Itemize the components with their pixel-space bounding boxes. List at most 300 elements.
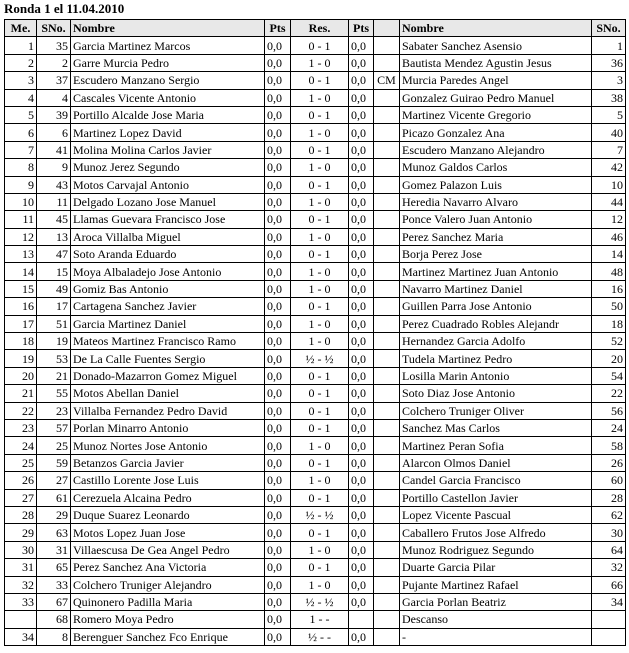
table-row — [5, 402, 626, 419]
cell-sno-2: 56 — [592, 402, 626, 419]
cell-nombre-2: Sabater Sanchez Asensio — [400, 37, 592, 54]
cell-sno: 49 — [37, 280, 71, 297]
cell-me: 22 — [5, 402, 37, 419]
cell-res: 0 - 1 — [291, 72, 349, 89]
cell-res: 0 - 1 — [291, 141, 349, 158]
table-row — [5, 593, 626, 610]
cell-nombre-2: Martinez Vicente Gregorio — [400, 106, 592, 123]
table-row — [5, 419, 626, 436]
cell-nombre: Donado-Mazarron Gomez Miguel — [71, 367, 265, 384]
cell-sno: 41 — [37, 141, 71, 158]
cell-sno-2: 50 — [592, 298, 626, 315]
cell-res: 0 - 1 — [291, 176, 349, 193]
cell-pts-2: 0,0 — [349, 141, 374, 158]
cell-nombre: Motos Carvajal Antonio — [71, 176, 265, 193]
cell-res: 0 - 1 — [291, 559, 349, 576]
cell-sno-2: 46 — [592, 228, 626, 245]
cell-sno-2: 18 — [592, 315, 626, 332]
cell-sno-2: 12 — [592, 211, 626, 228]
header-sno: SNo. — [37, 20, 71, 37]
cell-flag — [374, 559, 400, 576]
cell-nombre: Romero Moya Pedro — [71, 611, 265, 628]
cell-pts-2: 0,0 — [349, 506, 374, 523]
cell-nombre-2: Bautista Mendez Agustin Jesus — [400, 54, 592, 71]
cell-me: 3 — [5, 72, 37, 89]
cell-nombre-2: Pujante Martinez Rafael — [400, 576, 592, 593]
cell-res: 0 - 1 — [291, 298, 349, 315]
cell-nombre-2: Murcia Paredes Angel — [400, 72, 592, 89]
header-pts-2: Pts — [349, 20, 374, 37]
cell-me: 18 — [5, 333, 37, 350]
cell-sno: 13 — [37, 228, 71, 245]
cell-sno-2: 64 — [592, 541, 626, 558]
cell-me: 30 — [5, 541, 37, 558]
cell-res: 0 - 1 — [291, 454, 349, 471]
cell-res: 0 - 1 — [291, 246, 349, 263]
table-row — [5, 385, 626, 402]
cell-sno-2: 3 — [592, 72, 626, 89]
cell-nombre: Perez Sanchez Ana Victoria — [71, 559, 265, 576]
table-row — [5, 141, 626, 158]
cell-sno: 9 — [37, 159, 71, 176]
cell-nombre-2: Duarte Garcia Pilar — [400, 559, 592, 576]
cell-flag — [374, 106, 400, 123]
cell-sno-2 — [592, 611, 626, 628]
cell-res: 1 - 0 — [291, 124, 349, 141]
cell-me: 9 — [5, 176, 37, 193]
header-sno-2: SNo. — [592, 20, 626, 37]
cell-res: 1 - 0 — [291, 541, 349, 558]
cell-pts-2: 0,0 — [349, 541, 374, 558]
table-row — [5, 280, 626, 297]
cell-pts-2: 0,0 — [349, 385, 374, 402]
cell-sno: 45 — [37, 211, 71, 228]
cell-nombre: Cerezuela Alcaina Pedro — [71, 489, 265, 506]
cell-sno-2: 5 — [592, 106, 626, 123]
table-row — [5, 333, 626, 350]
cell-sno: 67 — [37, 593, 71, 610]
cell-pts: 0,0 — [265, 263, 291, 280]
table-row — [5, 472, 626, 489]
cell-pts: 0,0 — [265, 89, 291, 106]
cell-pts: 0,0 — [265, 454, 291, 471]
cell-me: 10 — [5, 193, 37, 210]
cell-flag — [374, 489, 400, 506]
table-row — [5, 106, 626, 123]
cell-me: 17 — [5, 315, 37, 332]
cell-nombre-2: Candel Garcia Francisco — [400, 472, 592, 489]
table-header-row — [5, 20, 626, 37]
cell-me: 33 — [5, 593, 37, 610]
cell-flag — [374, 576, 400, 593]
cell-sno: 39 — [37, 106, 71, 123]
cell-nombre-2: Losilla Marin Antonio — [400, 367, 592, 384]
cell-flag — [374, 298, 400, 315]
cell-res: 0 - 1 — [291, 367, 349, 384]
cell-sno: 29 — [37, 506, 71, 523]
cell-res: ½ - - — [291, 628, 349, 645]
cell-nombre: Colchero Truniger Alejandro — [71, 576, 265, 593]
cell-sno: 21 — [37, 367, 71, 384]
table-row — [5, 437, 626, 454]
cell-pts: 0,0 — [265, 541, 291, 558]
cell-me: 15 — [5, 280, 37, 297]
cell-nombre-2: Lopez Vicente Pascual — [400, 506, 592, 523]
cell-flag — [374, 211, 400, 228]
cell-me: 11 — [5, 211, 37, 228]
cell-pts-2: 0,0 — [349, 124, 374, 141]
header-pts: Pts — [265, 20, 291, 37]
cell-me: 19 — [5, 350, 37, 367]
cell-sno-2: 30 — [592, 524, 626, 541]
cell-pts: 0,0 — [265, 593, 291, 610]
cell-res: 1 - 0 — [291, 228, 349, 245]
cell-res: 1 - 0 — [291, 193, 349, 210]
cell-nombre: Escudero Manzano Sergio — [71, 72, 265, 89]
cell-res: ½ - ½ — [291, 593, 349, 610]
table-row — [5, 72, 626, 89]
cell-sno-2: 66 — [592, 576, 626, 593]
cell-res: 1 - 0 — [291, 280, 349, 297]
cell-nombre: Garcia Martinez Marcos — [71, 37, 265, 54]
cell-nombre: Cartagena Sanchez Javier — [71, 298, 265, 315]
cell-flag — [374, 367, 400, 384]
cell-sno: 11 — [37, 193, 71, 210]
table-row — [5, 611, 626, 628]
cell-nombre: Duque Suarez Leonardo — [71, 506, 265, 523]
cell-pts-2: 0,0 — [349, 454, 374, 471]
cell-sno-2: 34 — [592, 593, 626, 610]
table-row — [5, 193, 626, 210]
cell-pts: 0,0 — [265, 37, 291, 54]
cell-nombre-2: Heredia Navarro Alvaro — [400, 193, 592, 210]
cell-sno-2: 54 — [592, 367, 626, 384]
cell-pts: 0,0 — [265, 350, 291, 367]
cell-sno-2: 36 — [592, 54, 626, 71]
cell-pts-2: 0,0 — [349, 472, 374, 489]
cell-nombre: Quinonero Padilla Maria — [71, 593, 265, 610]
cell-sno-2: 26 — [592, 454, 626, 471]
cell-nombre: Martinez Lopez David — [71, 124, 265, 141]
header-res: Res. — [291, 20, 349, 37]
cell-res: 0 - 1 — [291, 385, 349, 402]
cell-sno-2: 44 — [592, 193, 626, 210]
cell-pts: 0,0 — [265, 54, 291, 71]
cell-nombre-2: Tudela Martinez Pedro — [400, 350, 592, 367]
table-row — [5, 315, 626, 332]
cell-sno: 65 — [37, 559, 71, 576]
cell-flag — [374, 37, 400, 54]
cell-pts: 0,0 — [265, 176, 291, 193]
cell-flag — [374, 541, 400, 558]
cell-pts-2: 0,0 — [349, 315, 374, 332]
cell-me: 27 — [5, 489, 37, 506]
cell-pts: 0,0 — [265, 106, 291, 123]
cell-pts-2: 0,0 — [349, 72, 374, 89]
cell-pts: 0,0 — [265, 611, 291, 628]
cell-flag — [374, 246, 400, 263]
cell-flag — [374, 472, 400, 489]
cell-me: 4 — [5, 89, 37, 106]
cell-nombre-2: Navarro Martinez Daniel — [400, 280, 592, 297]
cell-pts: 0,0 — [265, 524, 291, 541]
cell-sno-2: 10 — [592, 176, 626, 193]
table-row — [5, 124, 626, 141]
cell-flag — [374, 159, 400, 176]
table-row — [5, 176, 626, 193]
cell-nombre: Munoz Jerez Segundo — [71, 159, 265, 176]
cell-me: 21 — [5, 385, 37, 402]
cell-sno-2: 52 — [592, 333, 626, 350]
cell-flag — [374, 454, 400, 471]
cell-sno-2: 28 — [592, 489, 626, 506]
cell-pts-2: 0,0 — [349, 559, 374, 576]
cell-pts: 0,0 — [265, 385, 291, 402]
cell-sno: 23 — [37, 402, 71, 419]
cell-flag — [374, 124, 400, 141]
cell-pts-2: 0,0 — [349, 524, 374, 541]
table-row — [5, 367, 626, 384]
cell-res: 0 - 1 — [291, 37, 349, 54]
cell-res: 0 - 1 — [291, 211, 349, 228]
cell-nombre: Castillo Lorente Jose Luis — [71, 472, 265, 489]
header-me: Me. — [5, 20, 37, 37]
cell-nombre-2: Picazo Gonzalez Ana — [400, 124, 592, 141]
table-row — [5, 263, 626, 280]
cell-nombre-2: Portillo Castellon Javier — [400, 489, 592, 506]
cell-res: ½ - ½ — [291, 350, 349, 367]
table-row — [5, 576, 626, 593]
cell-nombre: Cascales Vicente Antonio — [71, 89, 265, 106]
cell-flag — [374, 611, 400, 628]
cell-nombre: Munoz Nortes Jose Antonio — [71, 437, 265, 454]
cell-me: 6 — [5, 124, 37, 141]
cell-sno: 57 — [37, 419, 71, 436]
cell-pts-2: 0,0 — [349, 628, 374, 645]
table-row — [5, 350, 626, 367]
cell-sno: 17 — [37, 298, 71, 315]
cell-res: 0 - 1 — [291, 402, 349, 419]
cell-nombre-2: Escudero Manzano Alejandro — [400, 141, 592, 158]
cell-flag — [374, 506, 400, 523]
cell-pts-2: 0,0 — [349, 419, 374, 436]
cell-me: 1 — [5, 37, 37, 54]
cell-res: 1 - 0 — [291, 54, 349, 71]
cell-nombre-2: Martinez Martinez Juan Antonio — [400, 263, 592, 280]
cell-me: 12 — [5, 228, 37, 245]
cell-sno: 8 — [37, 628, 71, 645]
cell-nombre: Betanzos Garcia Javier — [71, 454, 265, 471]
cell-pts-2: 0,0 — [349, 54, 374, 71]
table-row — [5, 454, 626, 471]
cell-nombre: Villalba Fernandez Pedro David — [71, 402, 265, 419]
cell-pts: 0,0 — [265, 472, 291, 489]
cell-pts: 0,0 — [265, 298, 291, 315]
cell-nombre-2: Colchero Truniger Oliver — [400, 402, 592, 419]
cell-sno: 19 — [37, 333, 71, 350]
cell-sno-2 — [592, 628, 626, 645]
cell-sno-2: 40 — [592, 124, 626, 141]
cell-me: 23 — [5, 419, 37, 436]
cell-me: 34 — [5, 628, 37, 645]
cell-sno: 2 — [37, 54, 71, 71]
cell-me — [5, 611, 37, 628]
cell-sno: 43 — [37, 176, 71, 193]
cell-pts-2: 0,0 — [349, 437, 374, 454]
cell-sno-2: 38 — [592, 89, 626, 106]
cell-res: ½ - ½ — [291, 506, 349, 523]
cell-sno-2: 7 — [592, 141, 626, 158]
cell-sno: 68 — [37, 611, 71, 628]
cell-me: 26 — [5, 472, 37, 489]
cell-pts-2: 0,0 — [349, 350, 374, 367]
cell-pts: 0,0 — [265, 124, 291, 141]
table-row — [5, 298, 626, 315]
cell-pts-2: 0,0 — [349, 402, 374, 419]
cell-pts: 0,0 — [265, 280, 291, 297]
cell-nombre: Molina Molina Carlos Javier — [71, 141, 265, 158]
cell-nombre-2: Munoz Galdos Carlos — [400, 159, 592, 176]
cell-me: 2 — [5, 54, 37, 71]
cell-flag — [374, 193, 400, 210]
cell-me: 29 — [5, 524, 37, 541]
cell-nombre-2: Caballero Frutos Jose Alfredo — [400, 524, 592, 541]
cell-sno: 6 — [37, 124, 71, 141]
cell-res: 0 - 1 — [291, 419, 349, 436]
cell-pts: 0,0 — [265, 628, 291, 645]
cell-nombre-2: Ponce Valero Juan Antonio — [400, 211, 592, 228]
cell-pts: 0,0 — [265, 159, 291, 176]
cell-sno-2: 60 — [592, 472, 626, 489]
cell-nombre-2: Martinez Peran Sofia — [400, 437, 592, 454]
cell-nombre-2: Munoz Rodriguez Segundo — [400, 541, 592, 558]
cell-res: 1 - 0 — [291, 263, 349, 280]
cell-res: 1 - 0 — [291, 159, 349, 176]
pairings-table — [4, 19, 626, 646]
cell-nombre: Villaescusa De Gea Angel Pedro — [71, 541, 265, 558]
cell-nombre: Gomiz Bas Antonio — [71, 280, 265, 297]
cell-sno: 47 — [37, 246, 71, 263]
cell-me: 32 — [5, 576, 37, 593]
cell-me: 25 — [5, 454, 37, 471]
cell-pts: 0,0 — [265, 333, 291, 350]
cell-nombre: Llamas Guevara Francisco Jose — [71, 211, 265, 228]
cell-sno-2: 48 — [592, 263, 626, 280]
cell-me: 20 — [5, 367, 37, 384]
cell-pts-2: 0,0 — [349, 89, 374, 106]
cell-nombre: Porlan Minarro Antonio — [71, 419, 265, 436]
cell-nombre: Mateos Martinez Francisco Ramo — [71, 333, 265, 350]
cell-pts-2: 0,0 — [349, 211, 374, 228]
table-row — [5, 541, 626, 558]
cell-sno: 53 — [37, 350, 71, 367]
table-row — [5, 159, 626, 176]
cell-res: 0 - 1 — [291, 106, 349, 123]
cell-pts: 0,0 — [265, 193, 291, 210]
cell-pts-2: 0,0 — [349, 593, 374, 610]
cell-nombre: Soto Aranda Eduardo — [71, 246, 265, 263]
cell-res: 1 - 0 — [291, 89, 349, 106]
cell-nombre-2: Sanchez Mas Carlos — [400, 419, 592, 436]
cell-pts: 0,0 — [265, 559, 291, 576]
cell-sno-2: 16 — [592, 280, 626, 297]
cell-flag — [374, 89, 400, 106]
cell-pts-2: 0,0 — [349, 246, 374, 263]
cell-res: 1 - 0 — [291, 333, 349, 350]
cell-flag — [374, 176, 400, 193]
cell-pts: 0,0 — [265, 506, 291, 523]
cell-pts-2: 0,0 — [349, 37, 374, 54]
cell-pts: 0,0 — [265, 367, 291, 384]
cell-sno: 15 — [37, 263, 71, 280]
cell-pts-2: 0,0 — [349, 106, 374, 123]
table-row — [5, 246, 626, 263]
cell-flag — [374, 385, 400, 402]
table-row — [5, 628, 626, 645]
cell-sno-2: 32 — [592, 559, 626, 576]
cell-nombre: Aroca Villalba Miguel — [71, 228, 265, 245]
cell-res: 0 - 1 — [291, 524, 349, 541]
cell-nombre: Delgado Lozano Jose Manuel — [71, 193, 265, 210]
cell-flag — [374, 419, 400, 436]
cell-pts-2: 0,0 — [349, 176, 374, 193]
cell-pts: 0,0 — [265, 246, 291, 263]
cell-pts-2: 0,0 — [349, 489, 374, 506]
cell-nombre-2: Gonzalez Guirao Pedro Manuel — [400, 89, 592, 106]
cell-pts-2: 0,0 — [349, 159, 374, 176]
cell-nombre-2: Borja Perez Jose — [400, 246, 592, 263]
cell-res: 1 - 0 — [291, 437, 349, 454]
cell-flag — [374, 350, 400, 367]
cell-me: 5 — [5, 106, 37, 123]
cell-sno: 63 — [37, 524, 71, 541]
page-title: Ronda 1 el 11.04.2010 — [4, 1, 125, 16]
cell-pts-2: 0,0 — [349, 228, 374, 245]
cell-flag: CM — [374, 72, 400, 89]
cell-flag — [374, 263, 400, 280]
cell-nombre-2: Alarcon Olmos Daniel — [400, 454, 592, 471]
cell-pts-2: 0,0 — [349, 298, 374, 315]
cell-res: 1 - 0 — [291, 315, 349, 332]
cell-pts-2: 0,0 — [349, 263, 374, 280]
cell-nombre-2: Soto Diaz Jose Antonio — [400, 385, 592, 402]
cell-flag — [374, 402, 400, 419]
cell-pts: 0,0 — [265, 402, 291, 419]
cell-sno-2: 24 — [592, 419, 626, 436]
cell-nombre: Motos Abellan Daniel — [71, 385, 265, 402]
header-nombre: Nombre — [71, 20, 265, 37]
cell-pts: 0,0 — [265, 489, 291, 506]
table-row — [5, 559, 626, 576]
table-row — [5, 524, 626, 541]
cell-flag — [374, 228, 400, 245]
cell-me: 8 — [5, 159, 37, 176]
cell-flag — [374, 628, 400, 645]
cell-flag — [374, 141, 400, 158]
cell-pts-2: 0,0 — [349, 367, 374, 384]
cell-sno: 37 — [37, 72, 71, 89]
cell-nombre: Motos Lopez Juan Jose — [71, 524, 265, 541]
cell-sno: 33 — [37, 576, 71, 593]
cell-nombre-2: Gomez Palazon Luis — [400, 176, 592, 193]
cell-flag — [374, 333, 400, 350]
header-flag — [374, 20, 400, 37]
cell-sno: 35 — [37, 37, 71, 54]
cell-res: 0 - 1 — [291, 489, 349, 506]
cell-sno: 4 — [37, 89, 71, 106]
cell-sno-2: 42 — [592, 159, 626, 176]
cell-sno: 55 — [37, 385, 71, 402]
